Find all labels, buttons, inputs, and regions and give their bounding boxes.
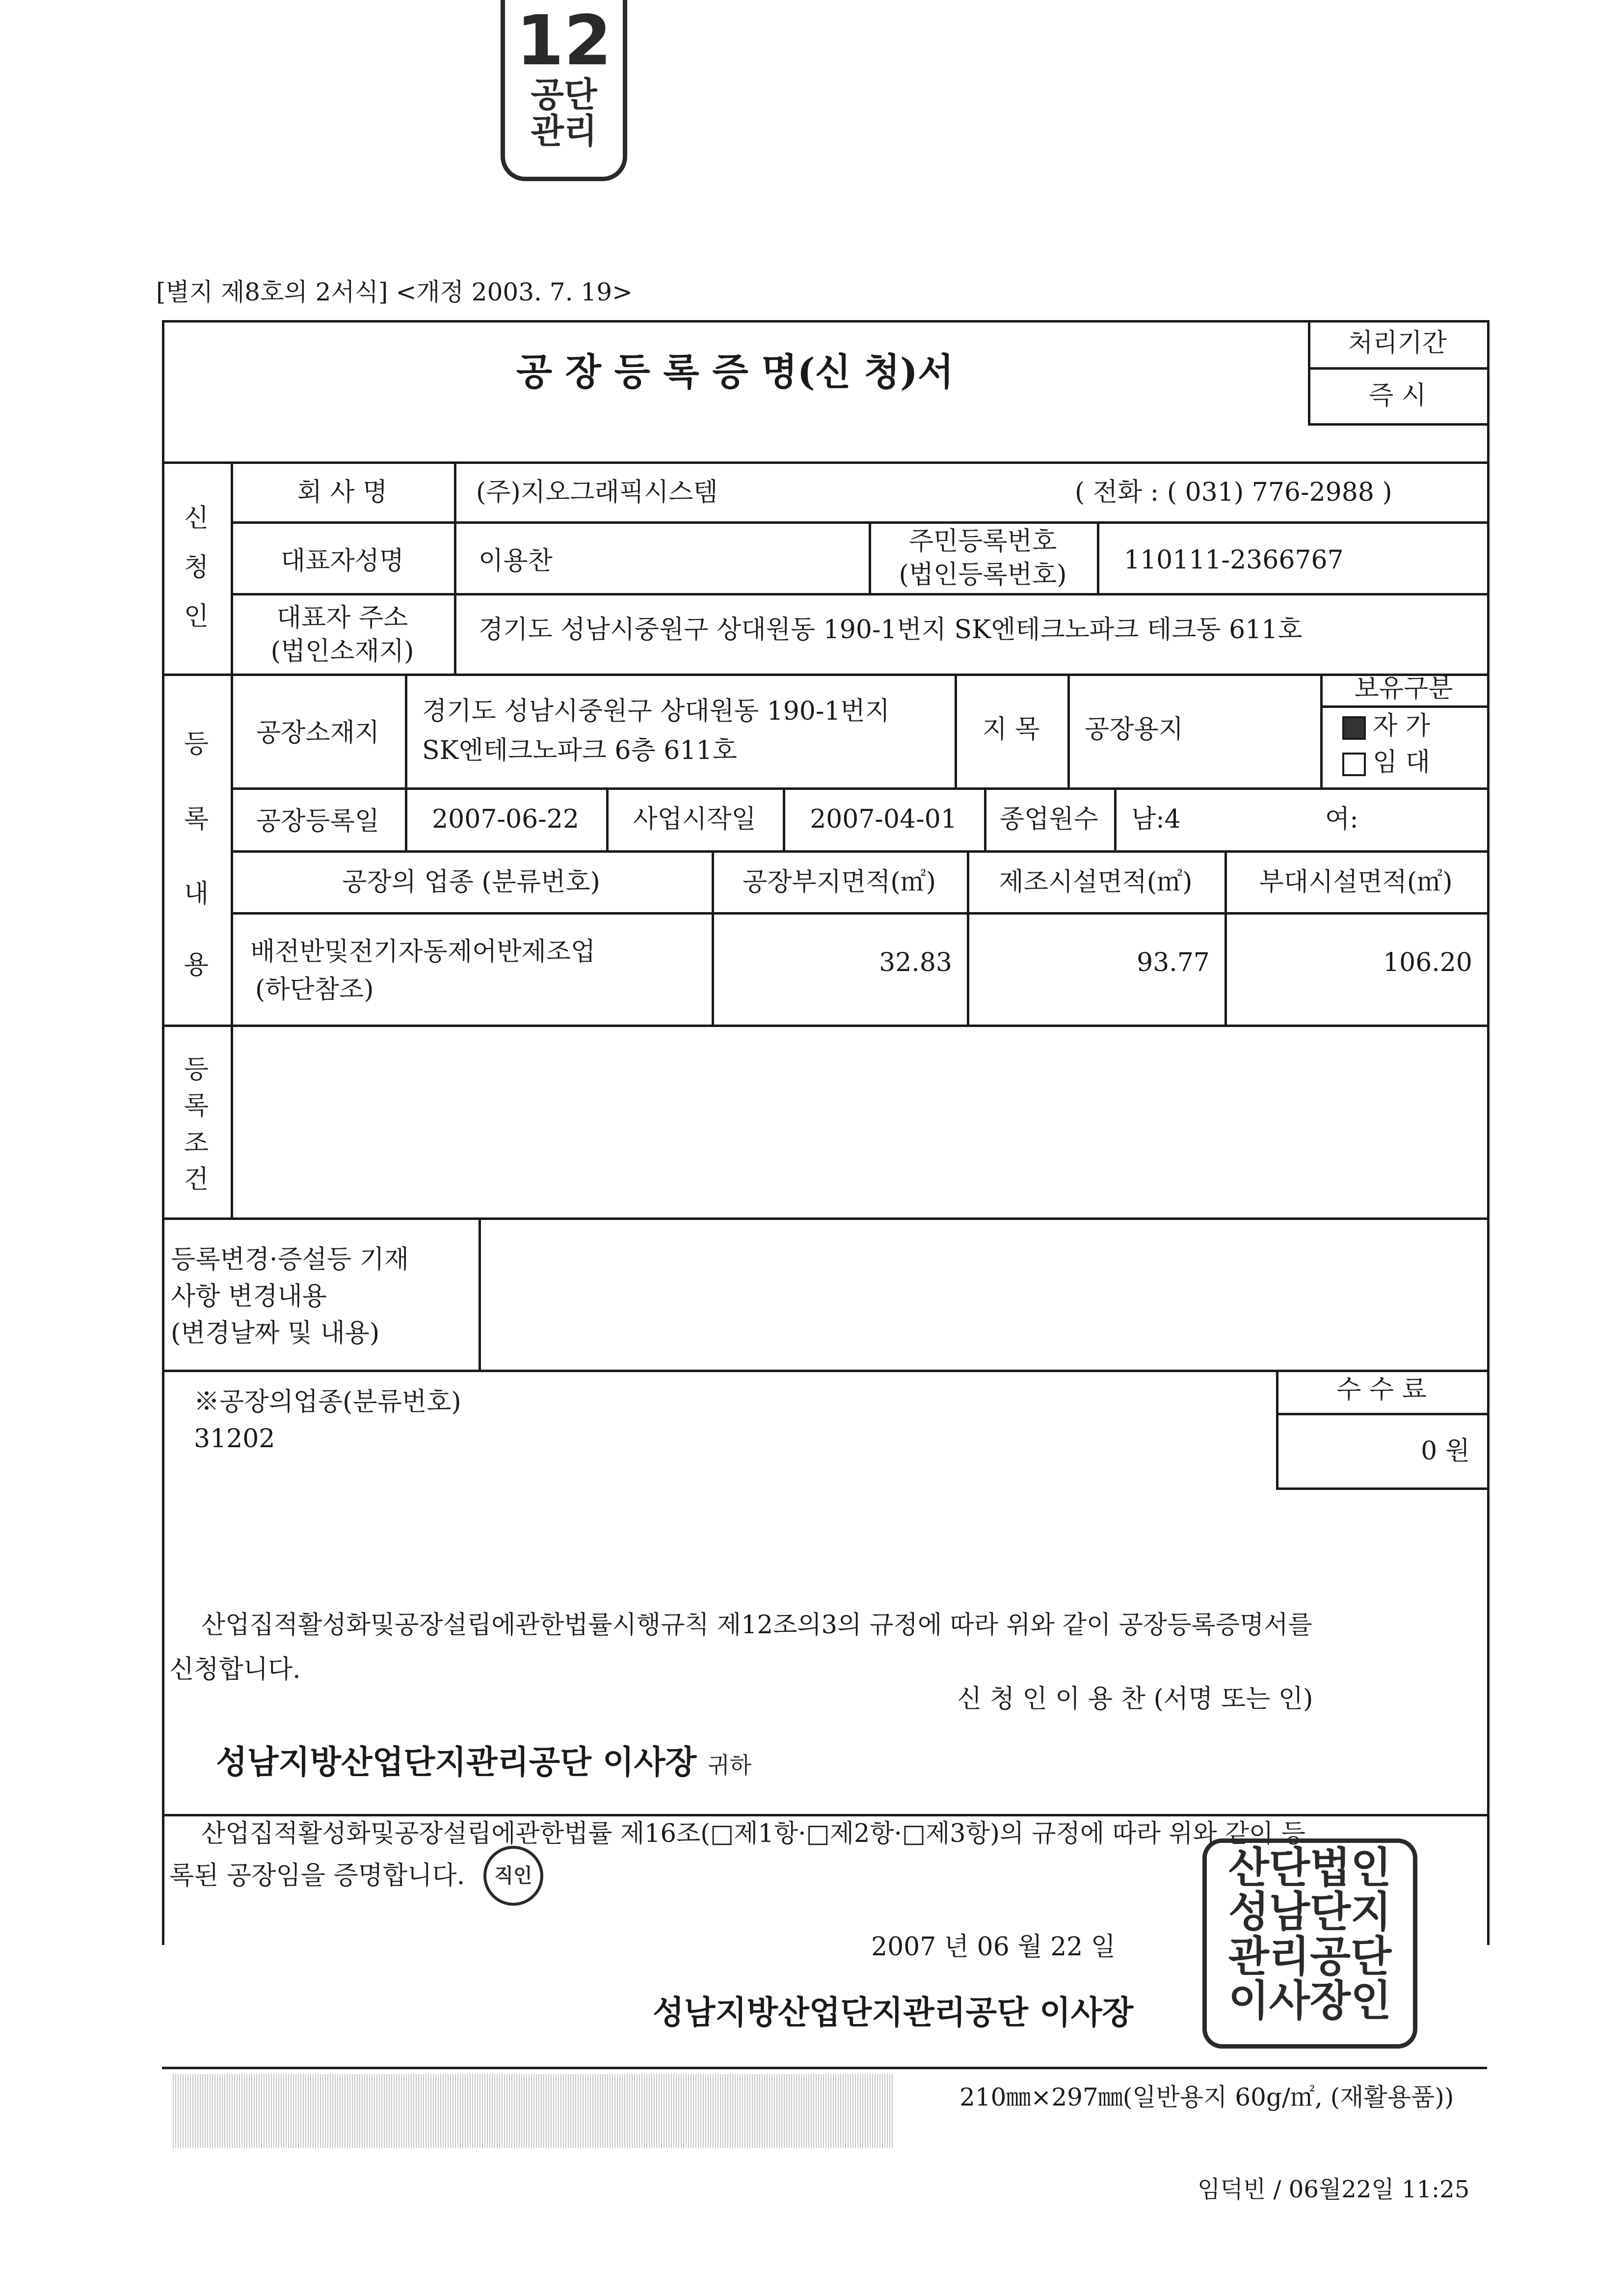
rep-address-label: 대표자 주소 xyxy=(276,603,408,633)
top-stamp xyxy=(501,0,627,181)
id-number: 110111-2366767 xyxy=(1124,545,1344,575)
registration-section-char: 내 xyxy=(184,879,209,909)
top-stamp-line: 관리 xyxy=(531,110,597,151)
conditions-section-char: 록 xyxy=(184,1091,209,1121)
official-seal-line: 이사장인 xyxy=(1228,1976,1392,2026)
employees-male: 남:4 xyxy=(1131,805,1181,834)
fee-value: 0 원 xyxy=(1421,1436,1470,1466)
rep-name: 이용찬 xyxy=(479,546,553,576)
changes-label: (변경날짜 및 내용) xyxy=(171,1319,380,1348)
page-title: 공 장 등 록 증 명(신 청)서 xyxy=(516,350,954,394)
industry-header: 공장의 업종 (분류번호) xyxy=(342,867,600,897)
rep-address-label-sub: (법인소재지) xyxy=(270,637,414,666)
applicant-signature-line: 신 청 인 이 용 찬 (서명 또는 인) xyxy=(957,1684,1313,1714)
mfg-area-header: 제조시설면적(㎡) xyxy=(999,867,1193,897)
company-name: (주)지오그래픽시스템 xyxy=(476,478,718,507)
registration-section-char: 록 xyxy=(184,805,209,834)
applicant-section-char: 청 xyxy=(184,553,209,582)
industry-name: 배전반및전기자동제어반제조업 xyxy=(250,937,596,967)
conditions-section-char: 건 xyxy=(184,1165,209,1194)
official-seal xyxy=(1202,1838,1417,2049)
fee-label: 수 수 료 xyxy=(1336,1375,1427,1405)
land-category-label: 지 목 xyxy=(982,715,1040,744)
small-seal-text: 직인 xyxy=(494,1864,532,1887)
certification-text: 록된 공장임을 증명합니다. xyxy=(169,1861,465,1891)
fax-noise-strip xyxy=(173,2074,894,2148)
recipient-name: 성남지방산업단지관리공단 이사장 xyxy=(216,1743,697,1781)
factory-location-label: 공장소재지 xyxy=(256,718,380,748)
fax-footer: 임덕빈 / 06월22일 11:25 xyxy=(1197,2176,1470,2203)
employees-label: 종업원수 xyxy=(1000,805,1098,834)
reg-date-label: 공장등록일 xyxy=(256,807,380,836)
industry-code: 31202 xyxy=(194,1424,275,1454)
official-seal-line: 산단법인 xyxy=(1228,1843,1392,1892)
rep-address: 경기도 성남시중원구 상대원동 190-1번지 SK엔테크노파크 테크동 611호 xyxy=(479,615,1303,645)
employees-female: 여: xyxy=(1325,805,1358,834)
recipient-honorific: 귀하 xyxy=(708,1752,752,1779)
reg-date: 2007-06-22 xyxy=(432,805,579,834)
conditions-section-char: 조 xyxy=(184,1129,209,1158)
id-label-sub: (법인등록번호) xyxy=(899,560,1067,590)
paper-spec: 210㎜×297㎜(일반용지 60g/㎡, (재활용품)) xyxy=(959,2083,1454,2111)
application-text: 신청합니다. xyxy=(169,1655,301,1684)
top-stamp-line: 12 xyxy=(516,1,612,81)
unchecked-box-icon xyxy=(1342,753,1366,776)
applicant-section-char: 신 xyxy=(184,504,209,533)
application-text: 산업집적활성화및공장설립에관한법률시행규칙 제12조의3의 규정에 따라 위와 같이 공장등록증명서를 xyxy=(201,1611,1312,1640)
start-date: 2007-04-01 xyxy=(810,805,957,834)
ownership-own-label: 자 가 xyxy=(1373,711,1430,741)
form-code: [별지 제8호의 2서식] <개정 2003. 7. 19> xyxy=(156,278,633,306)
ownership-lease xyxy=(1342,747,1430,778)
changes-label: 사항 변경내용 xyxy=(171,1282,327,1311)
official-seal-line: 성남단지 xyxy=(1228,1888,1392,1937)
ownership-own xyxy=(1342,711,1430,741)
rep-name-label: 대표자성명 xyxy=(280,546,404,576)
mfg-area: 93.77 xyxy=(1137,948,1210,977)
start-date-label: 사업시작일 xyxy=(633,805,756,834)
company-phone: ( 전화 : ( 031) 776-2988 ) xyxy=(1075,478,1392,507)
processing-value: 즉 시 xyxy=(1369,381,1426,410)
official-seal-line: 관리공단 xyxy=(1228,1932,1392,1981)
aux-area-header: 부대시설면적(㎡) xyxy=(1259,867,1453,897)
issuer: 성남지방산업단지관리공단 이사장 xyxy=(653,1993,1134,2031)
recipient xyxy=(216,1743,751,1782)
factory-location-line: 경기도 성남시중원구 상대원동 190-1번지 xyxy=(422,697,890,726)
small-seal xyxy=(483,1846,543,1906)
registration-section-char: 용 xyxy=(184,950,209,980)
industry-note: (하단참조) xyxy=(255,975,374,1004)
applicant-section-char: 인 xyxy=(184,602,209,631)
industry-code-label: ※공장의업종(분류번호) xyxy=(194,1387,461,1417)
registration-section-char: 등 xyxy=(184,729,209,759)
certification-date: 2007 년 06 월 22 일 xyxy=(871,1932,1116,1962)
processing-label: 처리기간 xyxy=(1348,328,1447,358)
aux-area: 106.20 xyxy=(1383,948,1472,977)
factory-location-line: SK엔테크노파크 6층 611호 xyxy=(422,736,737,765)
ownership-label: 보유구분 xyxy=(1354,674,1453,703)
company-label: 회 사 명 xyxy=(297,478,388,507)
id-label: 주민등록번호 xyxy=(908,527,1057,556)
land-category: 공장용지 xyxy=(1085,715,1183,744)
top-stamp-line: 공단 xyxy=(531,75,597,115)
checked-box-icon xyxy=(1342,716,1366,740)
site-area: 32.83 xyxy=(879,948,952,977)
conditions-section-char: 등 xyxy=(184,1055,209,1084)
certification-text: 산업집적활성화및공장설립에관한법률 제16조(□제1항·□제2항·□제3항)의 규정에 따라 위와 같이 등 xyxy=(201,1819,1305,1848)
changes-label: 등록변경·증설등 기재 xyxy=(171,1245,409,1274)
ownership-lease-label: 임 대 xyxy=(1373,748,1430,777)
site-area-header: 공장부지면적(㎡) xyxy=(743,867,936,897)
